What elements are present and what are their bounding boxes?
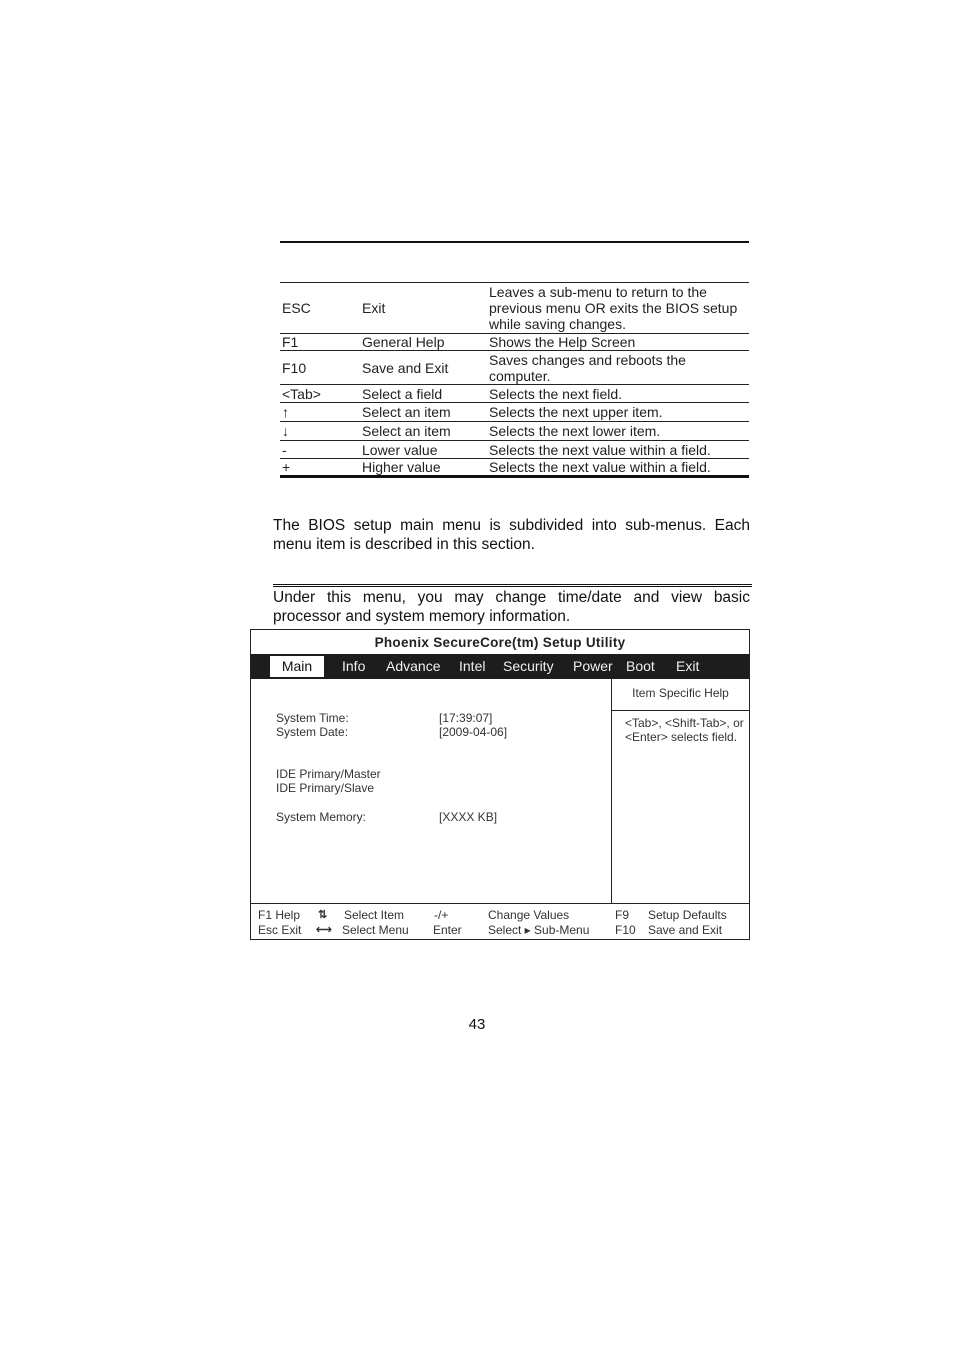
bios-main-panel — [251, 679, 612, 903]
menu-main[interactable]: Main — [270, 656, 324, 677]
footer-esc-exit: Esc Exit — [258, 923, 302, 937]
footer-select-menu: Select Menu — [342, 923, 409, 937]
system-time-value[interactable]: [17:39:07] — [439, 711, 493, 725]
key-table-row — [280, 459, 749, 477]
key-cell: ↓ — [280, 422, 360, 441]
footer-f9: F9 — [615, 908, 630, 922]
function-cell: Lower value — [360, 441, 487, 459]
key-cell: F10 — [280, 351, 360, 385]
menu-advance[interactable]: Advance — [386, 658, 441, 674]
key-cell: + — [280, 459, 360, 477]
description-cell: Shows the Help Screen — [487, 334, 749, 351]
description-cell: Selects the next value within a field. — [487, 459, 749, 477]
description-cell: Selects the next field. — [487, 385, 749, 403]
bios-screenshot — [250, 629, 750, 940]
system-date-label: System Date: — [276, 725, 349, 739]
menu-power[interactable]: Power — [573, 658, 613, 674]
key-table-row — [280, 441, 749, 459]
function-cell: Save and Exit — [360, 351, 487, 385]
ide-primary-slave[interactable]: IDE Primary/Slave — [276, 781, 375, 795]
help-text: <Tab>, <Shift-Tab>, or <Enter> selects field. — [625, 716, 744, 744]
main-menu-paragraph: Under this menu, you may change time/date and view basic processor and system memory information. — [273, 589, 750, 625]
description-cell: Selects the next value within a field. — [487, 441, 749, 459]
key-table — [280, 282, 749, 478]
function-cell: General Help — [360, 334, 487, 351]
help-heading: Item Specific Help — [612, 679, 749, 711]
menu-exit[interactable]: Exit — [676, 658, 700, 674]
footer-f1-help: F1 Help — [258, 908, 301, 922]
key-table-row — [280, 334, 749, 351]
top-rule — [280, 241, 749, 243]
description-cell: Leaves a sub-menu to return to the previous menu OR exits the BIOS setup while saving changes. — [487, 283, 749, 334]
description-cell: Selects the next upper item. — [487, 403, 749, 422]
bios-title: Phoenix SecureCore(tm) Setup Utility — [374, 635, 626, 650]
key-cell: ↑ — [280, 403, 360, 422]
intro-paragraph: The BIOS setup main menu is subdivided into sub-menus. Each menu item is described in this section. — [273, 517, 750, 553]
key-table-row — [280, 422, 749, 441]
footer-save-and-exit: Save and Exit — [648, 923, 723, 937]
menu-intel[interactable]: Intel — [459, 658, 486, 674]
system-memory-label: System Memory: — [276, 810, 367, 824]
description-cell: Saves changes and reboots the computer. — [487, 351, 749, 385]
menu-security[interactable]: Security — [503, 658, 554, 674]
footer-setup-defaults: Setup Defaults — [648, 908, 727, 922]
function-cell: Select an item — [360, 422, 487, 441]
system-time-label: System Time: — [276, 711, 349, 725]
footer-enter: Enter — [433, 923, 462, 937]
updown-arrows-icon: ⇅ — [318, 909, 328, 921]
footer-change-values: Change Values — [488, 908, 570, 922]
menu-boot[interactable]: Boot — [626, 658, 655, 674]
key-table-row — [280, 403, 749, 422]
footer-minus-plus: -/+ — [434, 908, 449, 922]
leftright-arrows-icon: ⟷ — [316, 924, 332, 936]
ide-primary-master[interactable]: IDE Primary/Master — [276, 767, 381, 781]
key-cell: F1 — [280, 334, 360, 351]
description-cell: Selects the next lower item. — [487, 422, 749, 441]
section-rule — [273, 584, 752, 587]
key-cell: ESC — [280, 283, 360, 334]
function-cell: Select a field — [360, 385, 487, 403]
system-date-value[interactable]: [2009-04-06] — [439, 725, 508, 739]
bios-footer — [251, 903, 749, 940]
system-memory-value: [XXXX KB] — [439, 810, 498, 824]
footer-select-sub-menu: Select ▸ Sub-Menu — [488, 923, 590, 937]
footer-f10: F10 — [615, 923, 636, 937]
function-cell: Exit — [360, 283, 487, 334]
footer-select-item: Select Item — [344, 908, 405, 922]
function-cell: Select an item — [360, 403, 487, 422]
menu-info[interactable]: Info — [342, 658, 366, 674]
bios-help-panel — [612, 679, 749, 903]
key-table-row — [280, 283, 749, 334]
function-cell: Higher value — [360, 459, 487, 477]
key-cell: - — [280, 441, 360, 459]
key-cell: <Tab> — [280, 385, 360, 403]
bios-menubar — [251, 654, 749, 679]
page-number: 43 — [468, 1016, 486, 1033]
key-table-row — [280, 385, 749, 403]
key-table-row — [280, 351, 749, 385]
